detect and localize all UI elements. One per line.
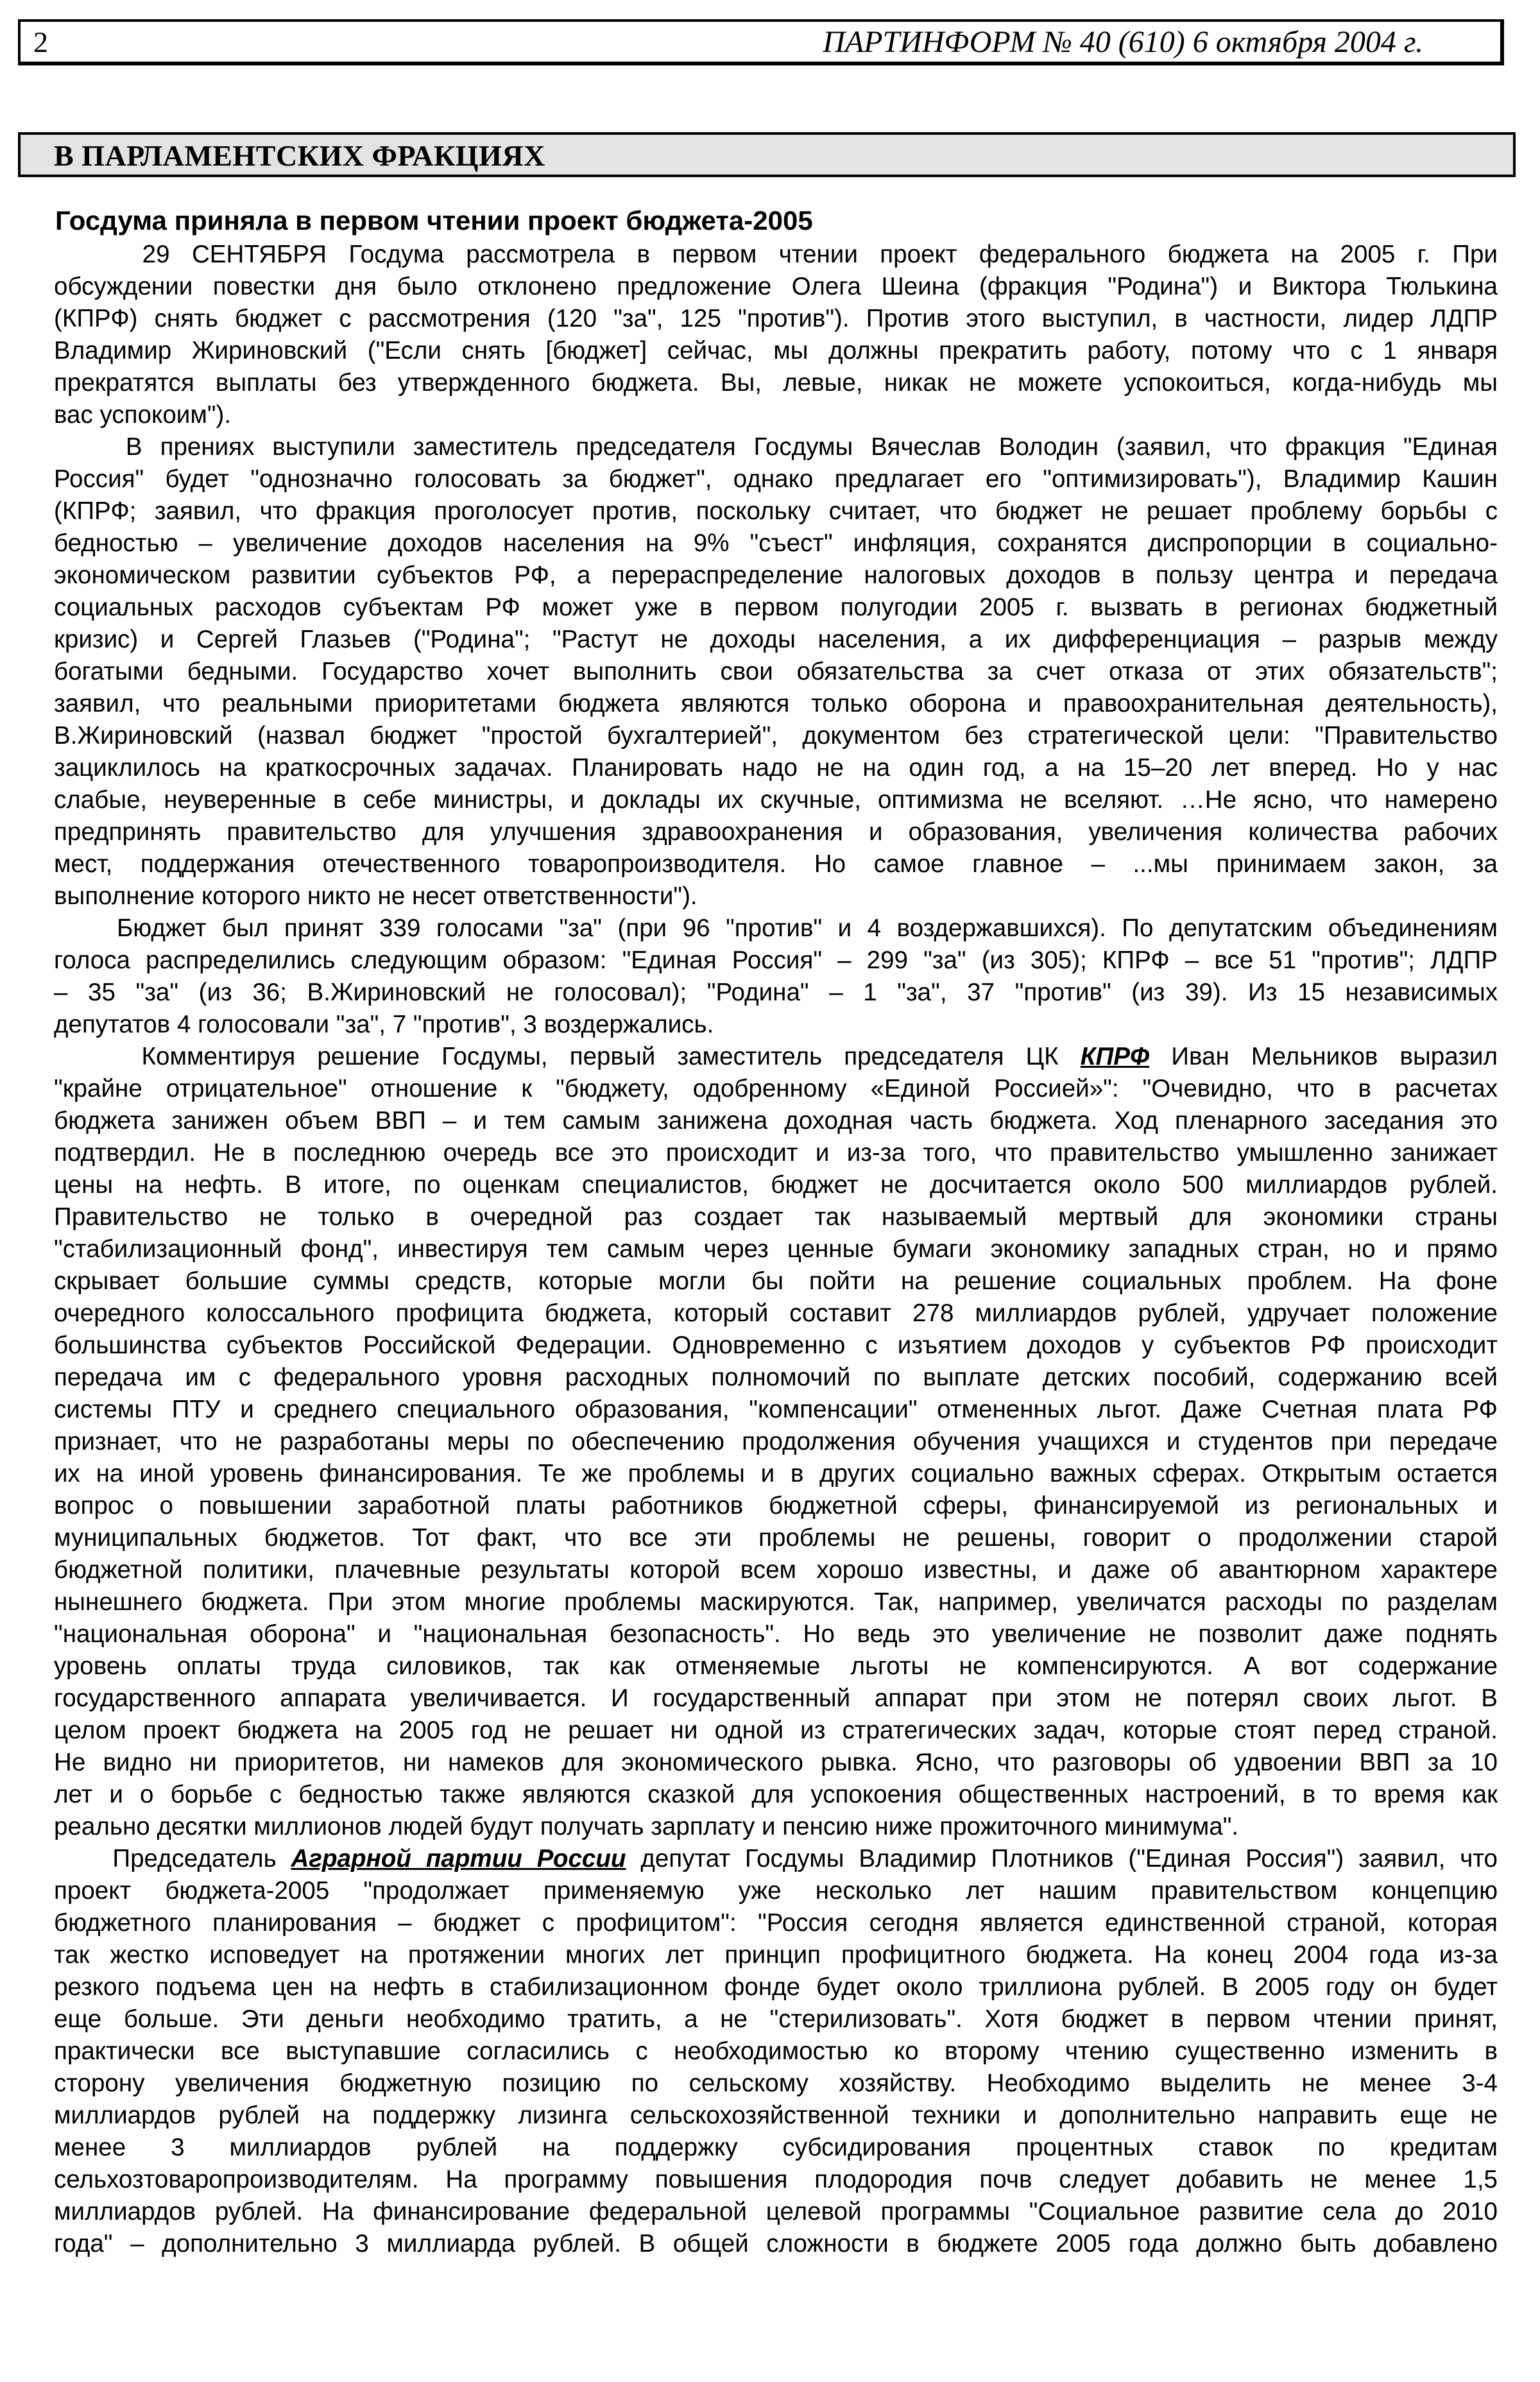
text-line: менее 3 миллиардов рублей на поддержку субсидирования процентных ставок по кредитам [54, 2134, 1498, 2161]
text-line: проект бюджета-2005 "продолжает применяемую уже несколько лет нашим правительством концепцию [54, 1877, 1498, 1905]
text-line: миллиардов рублей на поддержку лизинга сельскохозяйственной техники и дополнительно направить еще не [54, 2102, 1498, 2129]
text-line: цены на нефть. В итоге, по оценкам специалистов, бюджет не досчитается около 500 миллиардов рублей. [54, 1171, 1498, 1199]
text-line: выполнение которого никто не несет ответственности"). [54, 882, 697, 910]
text-line: государственного аппарата увеличивается. И государственный аппарат при этом не потерял своих льгот. В [54, 1684, 1498, 1712]
text-line: слабые, неуверенные в себе министры, и доклады их скучные, оптимизма не вселяют. …Не ясно, что намерено [54, 786, 1498, 814]
text-line [54, 1041, 1498, 1073]
text-line: "стабилизационный фонд", инвестируя тем самым через ценные бумаги экономику западных стран, но и прямо [54, 1235, 1498, 1263]
text-line: депутатов 4 голосовали "за", 7 "против", 3 воздержались. [54, 1011, 714, 1038]
text-line: Не видно ни приоритетов, ни намеков для экономического рывка. Ясно, что разговоры об удвоении ВВП за 10 [54, 1749, 1498, 1776]
text-line: скрывает большие суммы средств, которые могли бы пойти на решение социальных проблем. На фоне [54, 1267, 1498, 1295]
issue-info: ПАРТИНФОРМ № 40 (610) 6 октября 2004 г. [823, 25, 1423, 59]
text-line: целом проект бюджета на 2005 год не решает ни одной из стратегических задач, которые стоят перед страной. [54, 1717, 1498, 1744]
page-number: 2 [33, 26, 48, 58]
article-body [54, 239, 1498, 2260]
section-banner [18, 132, 1516, 177]
text-line: Владимир Жириновский ("Если снять [бюджет] сейчас, мы должны прекратить работу, потому что с 1 января [54, 337, 1498, 364]
text-line: бедностью – увеличение доходов населения на 9% "съест" инфляция, сохранятся диспропорции в социально- [54, 529, 1498, 557]
text-line: передача им с федерального уровня расходных полномочий по выплате детских пособий, содержанию всей [54, 1364, 1498, 1391]
text-line: мест, поддержания отечественного товаропроизводителя. Но самое главное – ...мы принимаем закон, за [54, 850, 1498, 878]
text-line: системы ПТУ и среднего специального образования, "компенсации" отмененных льгот. Даже Счетная плата РФ [54, 1396, 1498, 1423]
text-line: Россия" будет "однозначно голосовать за бюджет", однако предлагает его "оптимизировать"), Владимир Кашин [54, 465, 1498, 493]
page-header [18, 19, 1504, 65]
text-line: – 35 "за" (из 36; В.Жириновский не голосовал); "Родина" – 1 "за", 37 "против" (из 39). Из 15 независимых [54, 979, 1498, 1006]
text-line [54, 1843, 1498, 1875]
text-line: подтвердил. Не в последнюю очередь все это происходит и из-за того, что правительство умышленно занижает [54, 1139, 1498, 1167]
text-line: "национальная оборона" и "национальная безопасность". Но ведь это увеличение не позволит даже поднять [54, 1620, 1498, 1648]
text-line: признает, что не разработаны меры по обеспечению продолжения обучения учащихся и студентов при передаче [54, 1428, 1498, 1455]
text-line: их на иной уровень финансирования. Те же проблемы и в других социально важных сферах. Открытым остается [54, 1460, 1498, 1487]
text-line: предпринять правительство для улучшения здравоохранения и образования, увеличения количества рабочих [54, 818, 1498, 846]
text-line: заявил, что реальными приоритетами бюджета являются только оборона и правоохранительная деятельность), [54, 690, 1498, 717]
text-line: зациклилось на краткосрочных задачах. Планировать надо не на один год, а на 15–20 лет вперед. Но у нас [54, 754, 1498, 782]
text-line: социальных расходов субъектам РФ может уже в первом полугодии 2005 г. вызвать в регионах бюджетный [54, 594, 1498, 621]
article-paragraph [54, 1843, 1498, 2260]
party-link[interactable]: Аграрной партии России [291, 1845, 626, 1872]
article-title: Госдума приняла в первом чтении проект бюджета-2005 [55, 205, 813, 236]
text-line: практически все выступавшие согласились с необходимостью ко второму чтению существенно изменить в [54, 2037, 1498, 2065]
text-line: (КПРФ; заявил, что фракция проголосует против, поскольку считает, что бюджет не решает проблему борьбы с [54, 497, 1498, 525]
text-line: еще больше. Эти деньги необходимо тратить, а не "стерилизовать". Хотя бюджет в первом чтении принят, [54, 2005, 1498, 2033]
text-line: Бюджет был принят 339 голосами "за" (при 96 "против" и 4 воздержавшихся). По депутатским объединениям [54, 914, 1498, 942]
text-segment: депутат Госдумы Владимир Плотников ("Единая Россия") заявил, что [626, 1845, 1498, 1872]
text-line: кризис) и Сергей Глазьев ("Родина"; "Растут не доходы населения, а их дифференциация – разрыв между [54, 626, 1498, 653]
text-line: голоса распределились следующим образом: "Единая Россия" – 299 "за" (из 305); КПРФ – все 51 "против"; ЛДПР [54, 947, 1498, 974]
section-title: В ПАРЛАМЕНТСКИХ ФРАКЦИЯХ [54, 139, 545, 172]
party-link[interactable]: КПРФ [1080, 1043, 1150, 1070]
text-line: уровень оплаты труда силовиков, так как отменяемые льготы не компенсируются. А вот содержание [54, 1652, 1498, 1680]
text-line: резкого подъема цен на нефть в стабилизационном фонде будет около триллиона рублей. В 2005 году он будет [54, 1973, 1498, 2001]
text-line: В.Жириновский (назвал бюджет "простой бухгалтерией", документом без стратегической цели: "Правительство [54, 722, 1498, 750]
text-line: сторону увеличения бюджетную позицию по сельскому хозяйству. Необходимо выделить не менее 3-4 [54, 2069, 1498, 2097]
article-paragraph [54, 1041, 1498, 1843]
article-paragraph [54, 913, 1498, 1041]
text-line: так жестко исповедует на протяжении многих лет принцип профицитного бюджета. На конец 2004 года из-за [54, 1941, 1498, 1969]
text-segment: Иван Мельников выразил [1149, 1043, 1498, 1070]
text-line: обсуждении повестки дня было отклонено предложение Олега Шеина (фракция "Родина") и Виктора Тюлькина [54, 273, 1498, 300]
text-line: реально десятки миллионов людей будут получать зарплату и пенсию ниже прожиточного минимума". [54, 1813, 1239, 1840]
text-line: (КПРФ) снять бюджет с рассмотрения (120 "за", 125 "против"). Против этого выступил, в частности, лидер ЛДПР [54, 305, 1498, 332]
text-segment: Председатель [54, 1845, 291, 1872]
article-paragraph [54, 431, 1498, 913]
text-line: прекратятся выплаты без утвержденного бюджета. Вы, левые, никак не можете успокоиться, когда-нибудь мы [54, 369, 1498, 397]
text-line: В прениях выступили заместитель председателя Госдумы Вячеслав Володин (заявил, что фракция "Единая [54, 433, 1498, 461]
text-line: лет и о борьбе с бедностью также являются сказкой для успокоения общественных настроений, в то время как [54, 1781, 1498, 1808]
text-line: бюджета занижен объем ВВП – и тем самым занижена доходная часть бюджета. Ход пленарного заседания это [54, 1107, 1498, 1135]
text-line: экономическом развитии субъектов РФ, а перераспределение налоговых доходов в пользу центра и передача [54, 561, 1498, 589]
text-line: муниципальных бюджетов. Тот факт, что все эти проблемы не решены, говорит о продолжении старой [54, 1524, 1498, 1552]
text-line: нынешнего бюджета. При этом многие проблемы маскируются. Так, например, увеличатся расходы по разделам [54, 1588, 1498, 1616]
text-segment: Комментируя решение Госдумы, первый заместитель председателя ЦК [54, 1043, 1081, 1070]
text-line: сельхозтоваропроизводителям. На программу повышения плодородия почв следует добавить не менее 1,5 [54, 2166, 1498, 2193]
text-line: 29 СЕНТЯБРЯ Госдума рассмотрела в первом чтении проект федерального бюджета на 2005 г. При [54, 241, 1498, 268]
text-line: "крайне отрицательное" отношение к "бюджету, одобренному «Единой Россией»": "Очевидно, что в расчетах [54, 1075, 1498, 1102]
text-line: вас успокоим"). [54, 401, 232, 429]
text-line: вопрос о повышении заработной платы работников бюджетной сферы, финансируемой из региональных и [54, 1492, 1498, 1520]
text-line: бюджетного планирования – бюджет с профицитом": "Россия сегодня является единственной страной, которая [54, 1909, 1498, 1937]
text-line: большинства субъектов Российской Федерации. Одновременно с изъятием доходов у субъектов РФ происходит [54, 1332, 1498, 1359]
text-line: Правительство не только в очередной раз создает так называемый мертвый для экономики страны [54, 1203, 1498, 1231]
text-line: миллиардов рублей. На финансирование федеральной целевой программы "Социальное развитие села до 2010 [54, 2198, 1498, 2225]
article-paragraph [54, 239, 1498, 431]
text-line: очередного колоссального профицита бюджета, который составит 278 миллиардов рублей, удручает положение [54, 1299, 1498, 1327]
text-line: года" – дополнительно 3 миллиарда рублей. В общей сложности в бюджете 2005 года должно быть добавлено [54, 2230, 1498, 2258]
text-line: бюджетной политики, плачевные результаты которой всем хорошо известны, и даже об авантюрном характере [54, 1556, 1498, 1584]
text-line: богатыми бедными. Государство хочет выполнить свои обязательства за счет отказа от этих обязательств"; [54, 658, 1498, 685]
